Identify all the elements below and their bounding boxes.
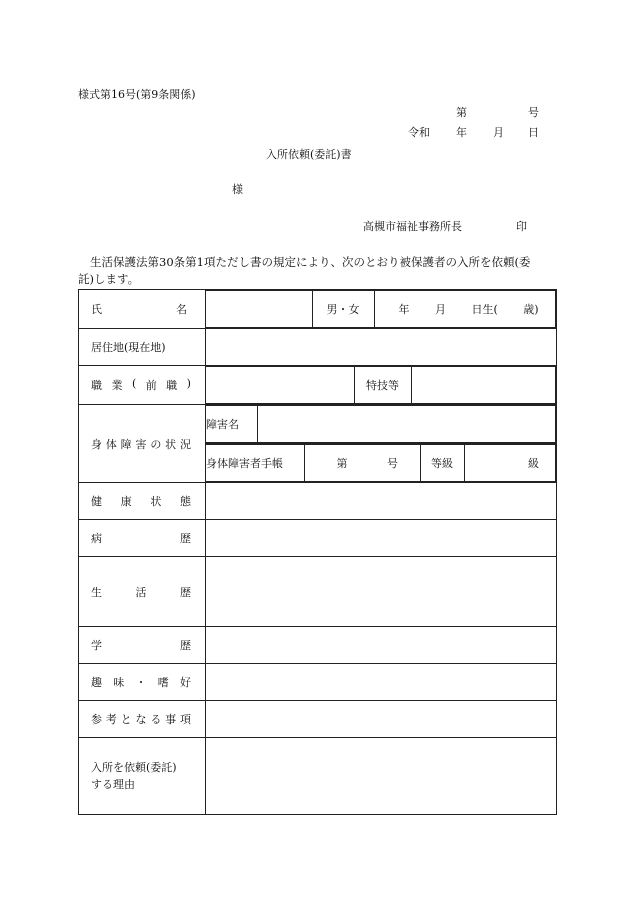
seal-mark: 印 [516,220,527,233]
disability-name-field[interactable] [257,406,556,443]
date-month: 月 [493,126,504,139]
grade-label: 等級 [420,445,464,482]
reason-row [79,738,557,815]
disability-name-label: 障害名 [206,406,257,443]
medical-history-field[interactable] [206,520,557,557]
medical-history-row [79,520,557,557]
health-label: 健 康 状 態 [79,483,206,520]
reference-label: 参 考 と な る 事 項 [79,701,206,738]
hobby-row [79,664,557,701]
doc-number-suffix: 号 [528,106,539,119]
reason-field[interactable] [206,738,557,815]
name-row [79,290,557,329]
handbook-label: 身体障害者手帳 [206,445,304,482]
education-label: 学 歴 [79,627,206,664]
application-form-table [78,289,557,815]
reason-label: 入所を依頼(委託) する理由 [79,738,206,815]
skills-field[interactable] [411,367,556,404]
reference-row [79,701,557,738]
reference-field[interactable] [206,701,557,738]
date-year: 年 [456,126,467,139]
document-title: 入所依頼(委託)書 [266,148,352,161]
health-field[interactable] [206,483,557,520]
skills-label: 特技等 [354,367,411,404]
addressee-suffix: 様 [232,183,243,196]
hobby-field[interactable] [206,664,557,701]
disability-label: 身 体 障 害 の 状 況 [79,405,206,483]
date-era: 令和 [408,126,430,139]
date-day: 日 [528,126,539,139]
name-label: 氏 名 [79,290,206,329]
address-row [79,329,557,366]
medical-history-label: 病 歴 [79,520,206,557]
name-field[interactable] [206,291,312,328]
doc-number-prefix: 第 [456,106,467,119]
form-number: 様式第16号(第9条関係) [78,88,196,101]
life-history-field[interactable] [206,557,557,627]
life-history-label: 生 活 歴 [79,557,206,627]
address-label: 居住地(現在地) [79,329,206,366]
handbook-number-field[interactable]: 第 号 [304,445,420,482]
hobby-label: 趣 味 ・ 嗜 好 [79,664,206,701]
health-row [79,483,557,520]
disability-row-1 [79,405,557,444]
life-history-row [79,557,557,627]
grade-field[interactable]: 級 [464,445,556,482]
body-text-line1: 生活保護法第30条第1項ただし書の規定により、次のとおり被保護者の入所を依頼(委 [90,255,531,269]
job-field[interactable] [206,367,354,404]
body-text-line2: 託)します。 [78,272,140,286]
birthdate-field[interactable]: 年 月 日生( 歳) [374,291,556,328]
sex-field[interactable]: 男・女 [312,291,374,328]
education-field[interactable] [206,627,557,664]
job-label: 職 業 ( 前 職 ) [79,366,206,405]
issuer-name: 高槻市福祉事務所長 [363,220,462,233]
education-row [79,627,557,664]
address-field[interactable] [206,329,557,366]
job-row [79,366,557,405]
